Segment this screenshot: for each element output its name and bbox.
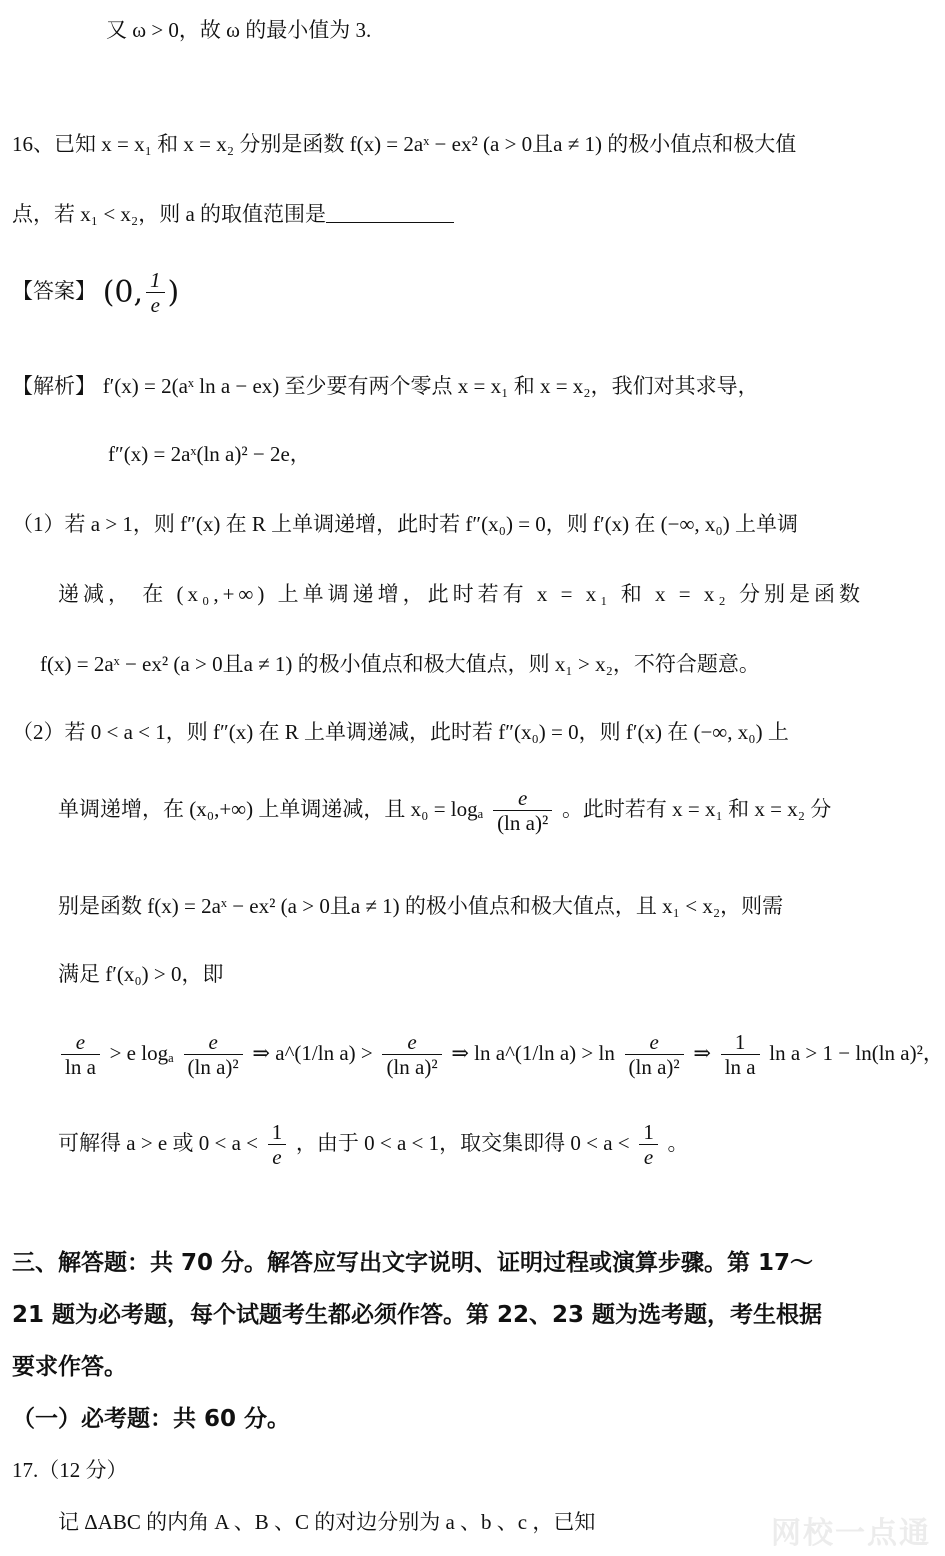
q17-title: 17.（12 分） <box>12 1458 128 1482</box>
q17-line1: 记 ΔABC 的内角 A 、B 、C 的对边分别为 a 、b 、c ，已知 <box>58 1510 596 1534</box>
case2-line4: 满足 f′(x₀) > 0，即 <box>58 962 224 986</box>
answer-label: 【答案】 <box>12 279 96 304</box>
case1-line2: 递减， 在 (x₀,+∞) 上单调递增，此时若有 x = x₁ 和 x = x₂ 分别是函数 <box>58 582 864 606</box>
part3-line2: 21 题为必考题，每个试题考生都必须作答。第 22、23 题为选考题，考生根据 <box>12 1302 823 1328</box>
inequality-chain: $\frac{e}{\text{ln a}}$ > e logₐ $\frac{e}{\text{(ln a)²}}$ ⇒ a^(1/ln a) > $\frac{e}{\text{(ln a)²}}$ ⇒ ln a^(1/ln a) > ln $\frac{e}{\text{(ln a)²}}$ ⇒ $\frac{1}{\text{ln a}}$ ln a > 1 − ln(ln a)²， <box>58 1030 944 1079</box>
prev-conclusion: 又 ω > 0，故 ω 的最小值为 3. <box>106 18 372 42</box>
watermark: 网校一点通 <box>771 1516 931 1551</box>
q16-line1: 16、已知 x = x₁ 和 x = x₂ 分别是函数 f(x) = 2aˣ − ex² (a > 0且a ≠ 1) 的极小值点和极大值 <box>12 132 797 156</box>
part3-line3: 要求作答。 <box>12 1354 127 1380</box>
analysis-label: 【解析】 <box>12 374 96 398</box>
answer-blank <box>326 200 454 223</box>
case2-line1: （2）若 0 < a < 1，则 f″(x) 在 R 上单调递减，此时若 f″(x₀) = 0，则 f′(x) 在 (−∞, x₀) 上 <box>12 720 789 744</box>
result-line: 可解得 a > e 或 0 < a < $\frac{1}{e}$ ，由于 0 < a < 1，取交集即得 0 < a < $\frac{1}{e}$ 。 <box>58 1120 689 1170</box>
required-heading: （一）必考题：共 60 分。 <box>12 1406 291 1432</box>
part3-line1: 三、解答题：共 70 分。解答应写出文字说明、证明过程或演算步骤。第 17～ <box>12 1250 814 1276</box>
case1-line1: （1）若 a > 1，则 f″(x) 在 R 上单调递增，此时若 f″(x₀) = 0，则 f′(x) 在 (−∞, x₀) 上单调 <box>12 512 798 536</box>
answer-line: 【答案】 (0, $\frac{1}{e}$ ) <box>12 268 180 318</box>
case1-line3: f(x) = 2aˣ − ex² (a > 0且a ≠ 1) 的极小值点和极大值点，则 x₁ > x₂，不符合题意。 <box>40 652 760 676</box>
q16-line2: 点，若 x₁ < x₂，则 a 的取值范围是 <box>12 198 454 228</box>
analysis-line1: 【解析】 f′(x) = 2(aˣ ln a − ex) 至少要有两个零点 x = x₁ 和 x = x₂，我们对其求导， <box>12 374 759 398</box>
case2-line2: 单调递增，在 (x₀,+∞) 上单调递减，且 x₀ = logₐ $\frac{e}{\text{(ln a)²}}$ 。此时若有 x = x₁ 和 x = x₂ 分 <box>58 786 832 836</box>
case2-line3: 别是函数 f(x) = 2aˣ − ex² (a > 0且a ≠ 1) 的极小值点和极大值点，且 x₁ < x₂，则需 <box>58 894 784 918</box>
analysis-line2: f″(x) = 2aˣ(ln a)² − 2e， <box>108 442 311 466</box>
